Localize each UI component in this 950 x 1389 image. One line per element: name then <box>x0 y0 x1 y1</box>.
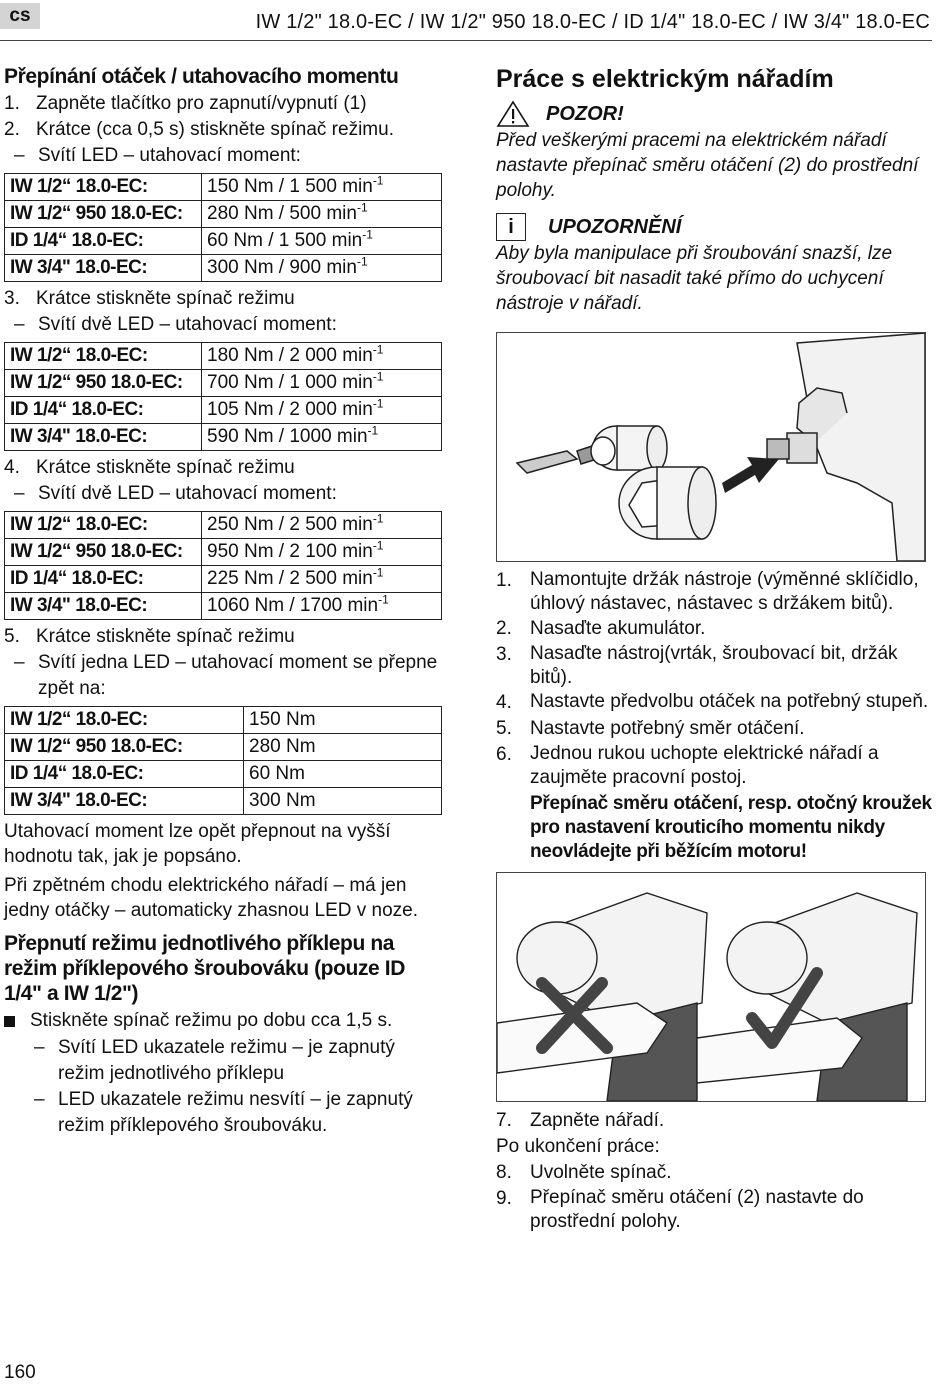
step-3-dash: – Svítí dvě LED – utahovací moment: <box>14 314 337 335</box>
figure-grip-wrong-right <box>496 872 926 1102</box>
language-badge: cs <box>0 3 40 29</box>
bold-warning-note: Přepínač směru otáčení, resp. otočný kroužek pro nastavení krouticího momentu nikdy neovládejte při běžícím motoru! <box>530 793 932 862</box>
warning-heading: POZOR! <box>496 100 936 128</box>
paragraph-reverse: Při zpětném chodu elektrického nářadí – má jen jedny otáčky – automaticky zhasnou LED v noze. <box>4 875 419 921</box>
figure-bit-insertion <box>496 332 926 562</box>
table-row: ID 1/4“ 18.0-EC: 60 Nm <box>5 761 442 788</box>
step-r2: 2. Nasaďte akumulátor. <box>496 618 706 639</box>
torque-table-2 <box>4 342 442 451</box>
table-row: IW 1/2“ 950 18.0-EC: 280 Nm <box>5 734 442 761</box>
warning-triangle-icon <box>496 100 530 128</box>
step-r3: 3. Nasaďte nástroj(vrták, šroubovací bit, držák bitů). <box>496 643 898 688</box>
step-r4: 4. Nastavte předvolbu otáček na potřebný stupeň. <box>496 691 929 713</box>
paragraph-torque-switch: Utahovací moment lze opět přepnout na vyšší hodnotu tak, jak je popsáno. <box>4 821 391 867</box>
page-number: 160 <box>4 1362 36 1383</box>
torque-table-3 <box>4 511 442 620</box>
step-r1: 1. Namontujte držák nástroje (výměnné sklíčidlo, úhlový nástavec, nástavec s držákem bitů). <box>496 569 919 614</box>
table-row: IW 3/4" 18.0-EC: 300 Nm <box>5 788 442 815</box>
step-2-dash: – Svítí LED – utahovací moment: <box>14 145 301 166</box>
left-column <box>4 64 444 1139</box>
header-title: IW 1/2" 18.0-EC / IW 1/2" 950 18.0-EC / ID 1/4" 18.0-EC / IW 3/4" 18.0-EC <box>255 11 930 33</box>
step-4-dash: – Svítí dvě LED – utahovací moment: <box>14 483 337 504</box>
info-icon: i <box>496 213 526 241</box>
right-column <box>496 64 936 1234</box>
note-heading: i UPOZORNĚNÍ <box>496 213 936 241</box>
steps-list <box>496 568 936 790</box>
table-row: ID 1/4“ 18.0-EC: 60 Nm / 1 500 $\min^{-1}$ <box>5 228 442 255</box>
table-row: IW 1/2“ 18.0-EC: 150 Nm <box>5 707 442 734</box>
header-divider <box>0 40 932 41</box>
dash-item-b: – LED ukazatele režimu nesvítí – je zapnutý režim příklepového šroubováku. <box>34 1089 413 1136</box>
step-r7: 7. Zapněte nářadí. <box>496 1110 665 1131</box>
step-5: 5. Krátce stiskněte spínač režimu <box>4 626 295 647</box>
step-r5: 5. Nastavte potřebný směr otáčení. <box>496 718 805 739</box>
bullet-item: Stiskněte spínač režimu po dobu cca 1,5 s. <box>4 1008 444 1035</box>
torque-table-1 <box>4 173 442 282</box>
section-title-working: Práce s elektrickým nářadím <box>496 65 834 93</box>
torque-table-4 <box>4 706 442 815</box>
step-1: 1. Zapněte tlačítko pro zapnutí/vypnutí (1) <box>4 93 367 114</box>
table-row: IW 1/2“ 950 18.0-EC: 950 Nm / 2 100 $\min^{-1}$ <box>5 539 442 566</box>
final-steps <box>496 1108 936 1234</box>
grip-illustration <box>497 873 925 1101</box>
warning-text: Před veškerými pracemi na elektrickém nářadí nastavte přepínač směru otáčení (2) do prostřední polohy. <box>496 130 919 201</box>
step-r6: 6. Jednou rukou uchopte elektrické nářadí a zaujměte pracovní postoj. <box>496 743 879 788</box>
step-r8: 8. Uvolněte spínač. <box>496 1162 672 1183</box>
step-r9: 9. Přepínač směru otáčení (2) nastavte do prostřední polohy. <box>496 1187 864 1232</box>
tool-insertion-illustration <box>497 333 925 561</box>
table-row: IW 3/4" 18.0-EC: 590 Nm / 1000 $\min^{-1}$ <box>5 424 442 451</box>
after-work-label: Po ukončení práce: <box>496 1136 660 1157</box>
table-row: ID 1/4“ 18.0-EC: 225 Nm / 2 500 $\min^{-1}$ <box>5 566 442 593</box>
table-row: IW 1/2“ 18.0-EC: 180 Nm / 2 000 $\min^{-1}$ <box>5 343 442 370</box>
step-2: 2. Krátce (cca 0,5 s) stiskněte spínač režimu. <box>4 119 394 140</box>
section-title-impact-mode: Přepnutí režimu jednotlivého příklepu na režim příklepového šroubováku (pouze ID 1/4" a IW 1/2") <box>4 932 405 1005</box>
note-text: Aby byla manipulace při šroubování snazší, lze šroubovací bit nasadit také přímo do uchycení nástroje v nářadí. <box>496 243 893 314</box>
table-row: IW 1/2“ 18.0-EC: 250 Nm / 2 500 $\min^{-1}$ <box>5 512 442 539</box>
step-3: 3. Krátce stiskněte spínač režimu <box>4 288 295 309</box>
table-row: IW 3/4" 18.0-EC: 1060 Nm / 1700 $\min^{-1}$ <box>5 593 442 620</box>
table-row: IW 1/2“ 18.0-EC: 150 Nm / 1 500 $\min^{-1}$ <box>5 174 442 201</box>
dash-item-a: – Svítí LED ukazatele režimu – je zapnutý režim jednotlivého příklepu <box>34 1037 395 1084</box>
step-5-dash: – Svítí jedna LED – utahovací moment se přepne zpět na: <box>14 652 438 699</box>
step-4: 4. Krátce stiskněte spínač režimu <box>4 457 295 478</box>
square-bullet-icon <box>4 1016 15 1027</box>
section-title-speed-torque: Přepínání otáček / utahovacího momentu <box>4 65 399 88</box>
table-row: IW 1/2“ 950 18.0-EC: 700 Nm / 1 000 $\min^{-1}$ <box>5 370 442 397</box>
table-row: IW 1/2“ 950 18.0-EC: 280 Nm / 500 $\min^{-1}$ <box>5 201 442 228</box>
table-row: IW 3/4" 18.0-EC: 300 Nm / 900 $\min^{-1}$ <box>5 255 442 282</box>
table-row: ID 1/4“ 18.0-EC: 105 Nm / 2 000 $\min^{-1}$ <box>5 397 442 424</box>
